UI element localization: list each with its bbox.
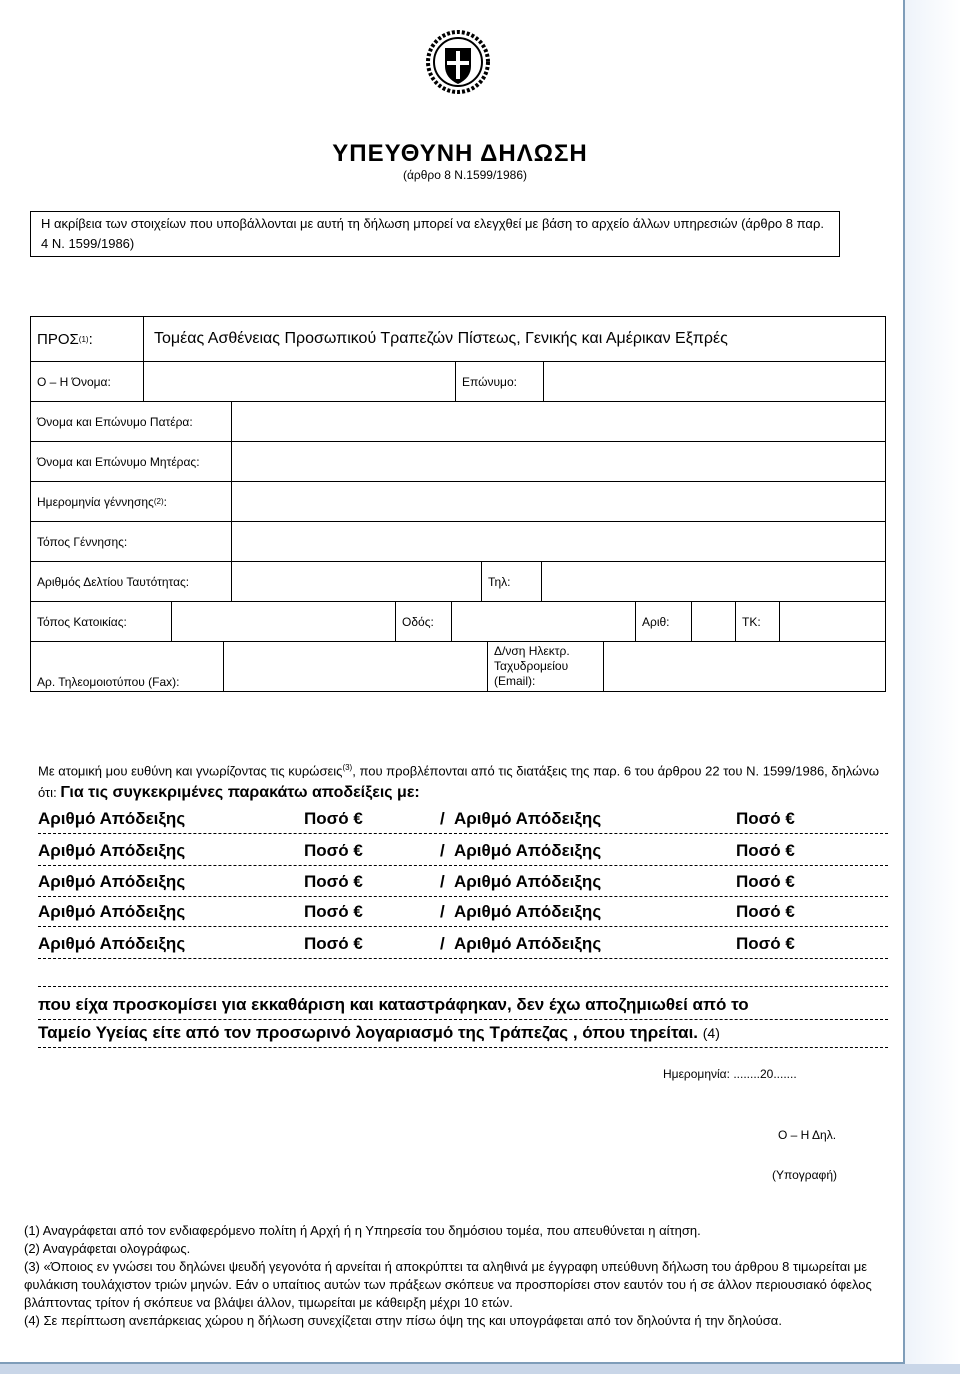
footnote-4: (4) Σε περίπτωση ανεπάρκειας χώρου η δήλωση συνεχίζεται στην πίσω όψη της και υπογράφεται από τον δηλούντα ή την δηλούσα.	[24, 1313, 782, 1328]
receipt-line-5[interactable]	[38, 934, 888, 959]
phone-input[interactable]	[541, 562, 885, 601]
name-label: Ο – Η Όνομα:	[37, 374, 111, 389]
receipt-line-2[interactable]	[38, 841, 888, 866]
signature-label: (Υπογραφή)	[772, 1168, 837, 1182]
amount-right: Ποσό €	[736, 872, 795, 891]
number-label-cell	[635, 602, 691, 641]
declaration-intro-text: Με ατομική μου ευθύνη και γνωρίζοντας τις κυρώσεις	[38, 763, 343, 779]
amount-left: Ποσό €	[304, 809, 363, 828]
closing-line-1: που είχα προσκομίσει για εκκαθάριση και καταστράφηκαν, δεν έχω αποζημιωθεί από το	[38, 995, 888, 1020]
number-input[interactable]	[691, 602, 735, 641]
declaration-lead: Για τις συγκεκριμένες παρακάτω αποδείξεις με:	[60, 784, 420, 802]
footnote-2: (2) Αναγράφεται ολογράφως.	[24, 1241, 191, 1256]
postcode-label: ΤΚ:	[742, 614, 761, 629]
email-label-3: (Email):	[494, 674, 536, 688]
mother-label-cell	[31, 442, 231, 481]
receipt-no-left: Αριθμό Απόδειξης	[38, 902, 186, 921]
father-input[interactable]	[231, 402, 885, 441]
fax-input[interactable]	[223, 642, 487, 691]
receipt-line-1[interactable]	[38, 809, 888, 834]
phone-label-cell	[481, 562, 541, 601]
amount-right: Ποσό €	[736, 902, 795, 921]
email-label-cell	[487, 642, 603, 691]
form-row-birthdate	[30, 482, 886, 522]
separator: /	[440, 902, 445, 921]
postcode-input[interactable]	[779, 602, 885, 641]
street-label: Οδός:	[402, 614, 434, 629]
receipt-no-right: Αριθμό Απόδειξης	[454, 841, 602, 860]
form-row-mother	[30, 442, 886, 482]
footnotes	[24, 1222, 888, 1330]
footnote-3: (3) «Όποιος εν γνώσει του δηλώνει ψευδή γεγονότα ή αρνείται ή αποκρύπτει τα αληθινά με έγγραφη υπεύθυνη δήλωση του άρθρου 8 τιμωρείται με φυλάκιση τουλάχιστον τριών μηνών. Εάν ο υπαίτιος αυτών των πράξεων σκόπευε να προσπορίσει στον εαυτόν του ή σε άλλον περιουσιακό όφελος βλάπτοντας τρίτον ή σκόπευε να βλάψει άλλον, τιμωρείται με κάθειρξη μέχρι 10 ετών.	[24, 1259, 872, 1310]
street-input[interactable]	[451, 602, 635, 641]
greek-coat-of-arms-icon	[423, 26, 493, 96]
pros-value: Τομέας Ασθένειας Προσωπικού Τραπεζών Πίστεως, Γενικής και Αμέρικαν Εξπρές	[154, 330, 728, 347]
separator: /	[440, 934, 445, 953]
form-row-father	[30, 402, 886, 442]
residence-label: Τόπος Κατοικίας:	[37, 614, 127, 629]
form-row-id	[30, 562, 886, 602]
amount-right: Ποσό €	[736, 841, 795, 860]
residence-label-cell	[31, 602, 171, 641]
closing-line-2	[38, 1023, 888, 1048]
birthdate-label-cell: Ημερομηνία γέννησης (2) :	[37, 494, 167, 509]
birthplace-input[interactable]	[231, 522, 885, 561]
receipt-no-left: Αριθμό Απόδειξης	[38, 872, 186, 891]
number-label: Αριθ:	[642, 614, 670, 629]
pros-label-cell: ΠΡΟΣ (1) :	[37, 330, 93, 348]
residence-input[interactable]	[171, 602, 395, 641]
form-row-residence	[30, 602, 886, 642]
amount-left: Ποσό €	[304, 934, 363, 953]
receipt-line-3[interactable]	[38, 872, 888, 897]
form-row-birthplace	[30, 522, 886, 562]
receipt-no-left: Αριθμό Απόδειξης	[38, 934, 186, 953]
mother-label: Όνομα και Επώνυμο Μητέρας:	[37, 454, 200, 469]
declaration-intro-sup: (3)	[342, 763, 353, 772]
pros-label: ΠΡΟΣ	[37, 330, 79, 348]
amount-right: Ποσό €	[736, 934, 795, 953]
father-label: Όνομα και Επώνυμο Πατέρα:	[37, 414, 193, 429]
personal-details-form	[30, 316, 886, 692]
receipt-no-right: Αριθμό Απόδειξης	[454, 934, 602, 953]
postcode-label-cell	[735, 602, 779, 641]
window-bottom-strip	[0, 1364, 960, 1374]
surname-input[interactable]	[543, 362, 885, 401]
separator: /	[440, 809, 445, 828]
id-label: Αριθμός Δελτίου Ταυτότητας:	[37, 574, 190, 589]
id-label-cell	[31, 562, 231, 601]
id-input[interactable]	[231, 562, 481, 601]
receipt-no-left: Αριθμό Απόδειξης	[38, 841, 186, 860]
window-side-strip	[905, 0, 960, 1374]
separator: /	[440, 872, 445, 891]
email-label-1: Δ/νση Ηλεκτρ.	[494, 644, 570, 658]
form-row-name	[30, 362, 886, 402]
form-row-pros	[30, 316, 886, 362]
birthdate-label: Ημερομηνία γέννησης	[37, 494, 154, 509]
accuracy-notice: Η ακρίβεια των στοιχείων που υποβάλλονται με αυτή τη δήλωση μπορεί να ελεγχθεί με βάση το αρχείο άλλων υπηρεσιών (άρθρο 8 παρ. 4 Ν. 1599/1986)	[30, 211, 840, 257]
fax-label: Αρ. Τηλεομοιοτύπου (Fax):	[37, 675, 180, 689]
receipt-blank-line[interactable]	[38, 962, 888, 987]
surname-label-cell	[455, 362, 543, 401]
amount-right: Ποσό €	[736, 809, 795, 828]
surname-label: Επώνυμο:	[462, 374, 517, 389]
receipt-no-right: Αριθμό Απόδειξης	[454, 902, 602, 921]
page-subtitle: (άρθρο 8 Ν.1599/1986)	[403, 168, 527, 182]
father-label-cell	[31, 402, 231, 441]
birthplace-label: Τόπος Γέννησης:	[37, 534, 128, 549]
amount-left: Ποσό €	[304, 872, 363, 891]
receipt-no-right: Αριθμό Απόδειξης	[454, 872, 602, 891]
birthdate-input[interactable]	[231, 482, 885, 521]
closing-line-2-text: Ταμείο Υγείας είτε από τον προσωρινό λογαριασμό της Τράπεζας , όπου τηρείται.	[38, 1023, 699, 1042]
pros-value-cell[interactable]	[143, 317, 885, 361]
receipt-no-left: Αριθμό Απόδειξης	[38, 809, 186, 828]
receipt-line-4[interactable]	[38, 902, 888, 927]
birthdate-sup: (2)	[153, 497, 164, 506]
email-label-2: Ταχυδρομείου	[494, 659, 569, 673]
declarant-label: Ο – Η Δηλ.	[778, 1128, 837, 1142]
page-title: ΥΠΕΥΘΥΝΗ ΔΗΛΩΣΗ	[332, 140, 588, 167]
declaration-intro-cont: , που προβλέπονται από τις διατάξεις της παρ. 6 του άρθρου 22 του Ν. 1599/1986, δηλώνω ότι:	[38, 763, 879, 801]
mother-input[interactable]	[231, 442, 885, 481]
footnote-1: (1) Αναγράφεται από τον ενδιαφερόμενο πολίτη ή Αρχή ή η Υπηρεσία του δημόσιου τομέα, που απευθύνεται η αίτηση.	[24, 1223, 701, 1238]
birthplace-label-cell	[31, 522, 231, 561]
date-value[interactable]: ........20.......	[733, 1067, 797, 1081]
phone-label: Τηλ:	[488, 574, 511, 589]
pros-sup: (1)	[78, 334, 89, 344]
date-label: Ημερομηνία:	[663, 1067, 730, 1081]
date-line	[663, 1067, 797, 1081]
separator: /	[440, 841, 445, 860]
closing-note: (4)	[702, 1025, 720, 1041]
email-input[interactable]	[603, 642, 885, 691]
receipt-no-right: Αριθμό Απόδειξης	[454, 809, 602, 828]
street-label-cell	[395, 602, 451, 641]
form-row-fax-email	[30, 642, 886, 692]
amount-left: Ποσό €	[304, 841, 363, 860]
declaration-intro	[38, 757, 888, 804]
amount-left: Ποσό €	[304, 902, 363, 921]
fax-label-cell	[31, 642, 223, 691]
name-label-cell	[31, 362, 143, 401]
name-input[interactable]	[143, 362, 455, 401]
